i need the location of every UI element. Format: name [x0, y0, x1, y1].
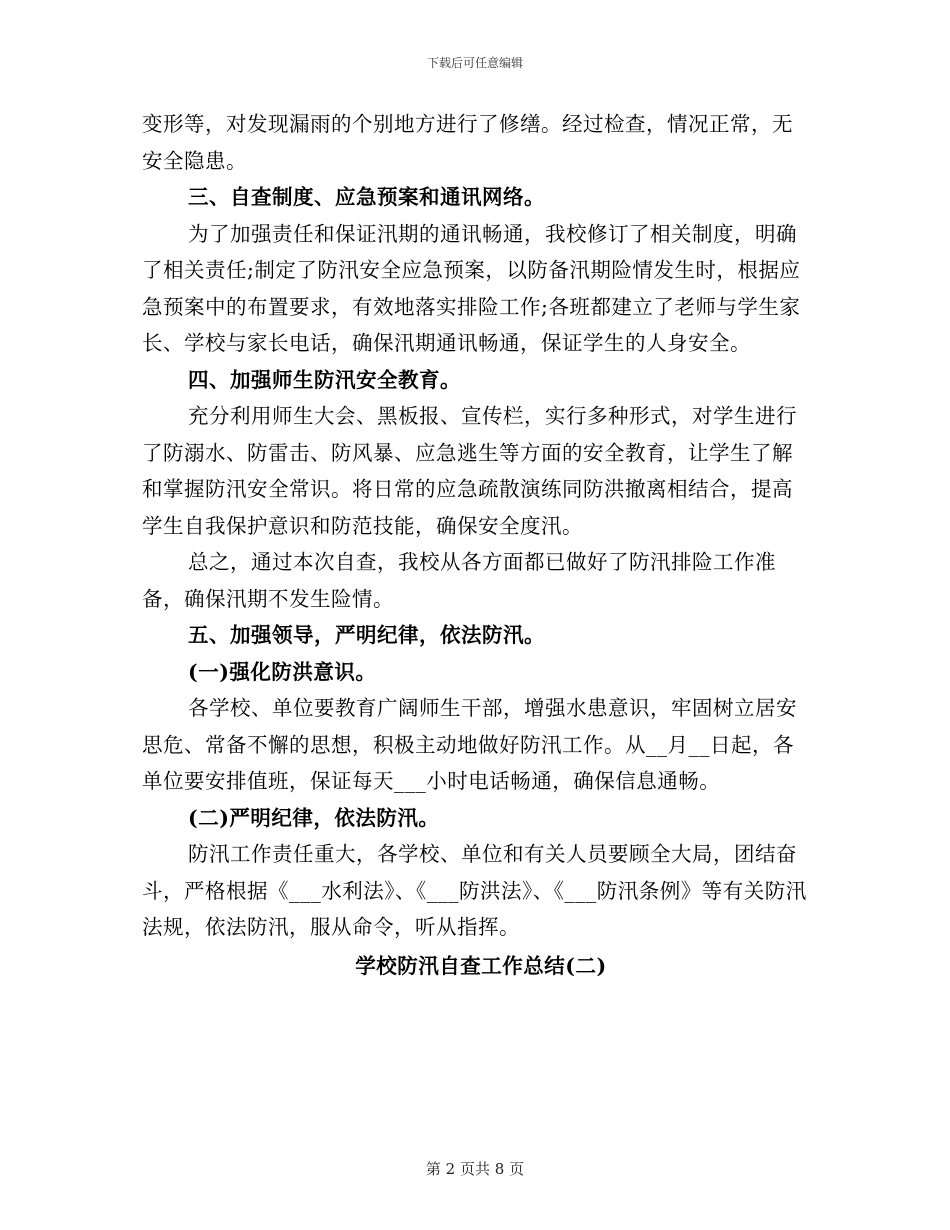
section-heading-5: 五、加强领导，严明纪律，依法防汛。 [188, 623, 545, 647]
section-heading-4: 四、加强师生防汛安全教育。 [188, 367, 461, 392]
paragraph-communication: 为了加强责任和保证汛期的通讯畅通，我校修订了相关制度，明确了相关责任;制定了防汛安全应急预案，以防备汛期险情发生时，根据应急预案中的布置要求，有效地落实排险工作;各班都建立了老师与学生家长、学校与家长电话，确保汛期通讯畅通，保证学生的人身安全。 [142, 221, 801, 355]
paragraph-education: 充分利用师生大会、黑板报、宣传栏，实行多种形式，对学生进行了防溺水、防雷击、防风暴、应急逃生等方面的安全教育，让学生了解和掌握防汛安全常识。将日常的应急疏散演练同防洪撤离相结合，提高学生自我保护意识和防范技能，确保安全度汛。 [142, 404, 797, 538]
paragraph-continued: 变形等，对发现漏雨的个别地方进行了修缮。经过检查，情况正常，无安全隐患。 [142, 112, 793, 173]
paragraph-summary: 总之，通过本次自查，我校从各方面都已做好了防汛排险工作准备，确保汛期不发生险情。 [142, 550, 776, 611]
next-document-title: 学校防汛自查工作总结(二) [355, 953, 607, 978]
page-footer: 第 2 页共 8 页 [425, 1160, 525, 1178]
paragraph-discipline: 防汛工作责任重大，各学校、单位和有关人员要顾全大局，团结奋斗，严格根据《___水利法》、《___防洪法》、《___防汛条例》等有关防汛法规，依法防汛，服从命令，听从指挥。 [142, 842, 807, 939]
document-body [142, 106, 808, 984]
section-heading-3: 三、自查制度、应急预案和通讯网络。 [188, 185, 545, 209]
page-header: 下载后可任意编辑 [426, 56, 523, 70]
subsection-heading-2: (二)严明纪律，依法防汛。 [188, 805, 440, 830]
paragraph-awareness: 各学校、单位要教育广阔师生干部，增强水患意识，牢固树立居安思危、常备不懈的思想，积极主动地做好防汛工作。从__月__日起，各单位要安排值班，保证每天___小时电话畅通，确保信息通畅。 [142, 696, 797, 793]
subsection-heading-1: (一)强化防洪意识。 [188, 659, 377, 684]
